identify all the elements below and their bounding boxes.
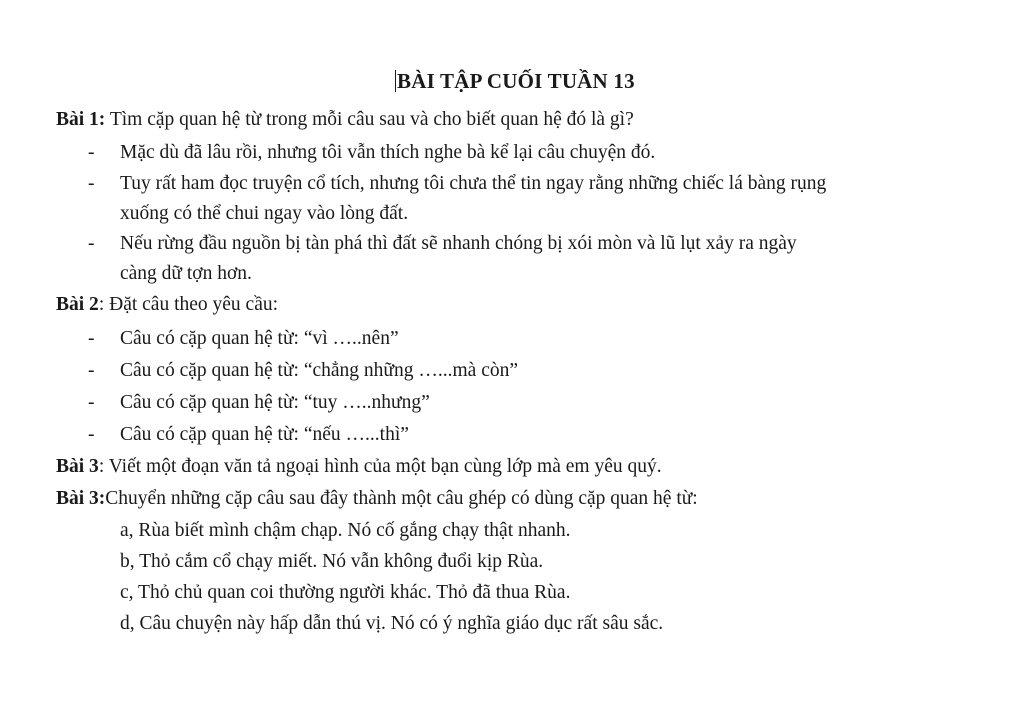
exercise-1-heading	[56, 106, 634, 134]
exercise-1-label: Bài 1:	[56, 109, 106, 130]
exercise-2-item-2-text: Câu có cặp quan hệ từ: “chẳng những …...mà còn”	[120, 360, 519, 381]
exercise-2-prompt: : Đặt câu theo yêu cầu:	[98, 294, 279, 315]
exercise-1-item-2-line-2: xuống có thể chui ngay vào lòng đất.	[120, 203, 409, 224]
bullet-dash: -	[88, 424, 95, 445]
exercise-2-item-1-text: Câu có cặp quan hệ từ: “vì …..nên”	[120, 328, 399, 349]
exercise-2-label: Bài 2	[56, 294, 99, 315]
exercise-1-item-3-line-2: càng dữ tợn hơn.	[120, 263, 252, 284]
exercise-2-item-2	[88, 357, 1006, 385]
text-cursor	[395, 70, 396, 92]
exercise-1-item-1-text: Mặc dù đã lâu rồi, nhưng tôi vẫn thích nghe bà kể lại câu chuyện đó.	[120, 142, 656, 163]
page-title-text: BÀI TẬP CUỐI TUẦN 13	[397, 69, 635, 93]
exercise-1-item-1	[88, 139, 1006, 167]
bullet-dash: -	[88, 360, 95, 381]
exercise-1-prompt: Tìm cặp quan hệ từ trong mỗi câu sau và cho biết quan hệ đó là gì?	[109, 109, 634, 130]
bullet-dash: -	[88, 233, 95, 254]
exercise-3a-heading	[56, 453, 662, 481]
exercise-1-item-3-line-1: Nếu rừng đầu nguồn bị tàn phá thì đất sẽ nhanh chóng bị xói mòn và lũ lụt xảy ra ngày	[120, 233, 797, 254]
bullet-dash: -	[88, 392, 95, 413]
exercise-1-item-2	[88, 170, 1006, 198]
exercise-3b-item-c: c, Thỏ chủ quan coi thường người khác. Thỏ đã thua Rùa.	[120, 582, 571, 603]
exercise-2-item-4-text: Câu có cặp quan hệ từ: “nếu …...thì”	[120, 424, 409, 445]
page-title	[395, 69, 635, 94]
exercise-2-item-1	[88, 325, 1006, 353]
exercise-3b-prompt: Chuyển những cặp câu sau đây thành một câu ghép có dùng cặp quan hệ từ:	[105, 488, 698, 509]
exercise-3b-label: Bài 3:	[56, 488, 106, 509]
exercise-2-heading	[56, 291, 278, 319]
exercise-2-item-3	[88, 389, 1006, 417]
exercise-2-item-3-text: Câu có cặp quan hệ từ: “tuy …..nhưng”	[120, 392, 430, 413]
exercise-3b-item-b: b, Thỏ cắm cổ chạy miết. Nó vẫn không đuổi kịp Rùa.	[120, 551, 544, 572]
bullet-dash: -	[88, 173, 95, 194]
bullet-dash: -	[88, 328, 95, 349]
exercise-3b-item-a: a, Rùa biết mình chậm chạp. Nó cố gắng chạy thật nhanh.	[120, 520, 571, 541]
exercise-1-item-2-line-1: Tuy rất ham đọc truyện cổ tích, nhưng tôi chưa thể tin ngay rằng những chiếc lá bàng rụng	[120, 173, 827, 194]
exercise-3b-item-d: d, Câu chuyện này hấp dẫn thú vị. Nó có ý nghĩa giáo dục rất sâu sắc.	[120, 613, 664, 634]
exercise-2-item-4	[88, 421, 1006, 449]
exercise-1-item-3	[88, 230, 1006, 258]
bullet-dash: -	[88, 142, 95, 163]
exercise-3a-prompt: : Viết một đoạn văn tả ngoại hình của một bạn cùng lớp mà em yêu quý.	[98, 456, 662, 477]
exercise-3a-label: Bài 3	[56, 456, 99, 477]
exercise-3b-heading	[56, 485, 698, 513]
